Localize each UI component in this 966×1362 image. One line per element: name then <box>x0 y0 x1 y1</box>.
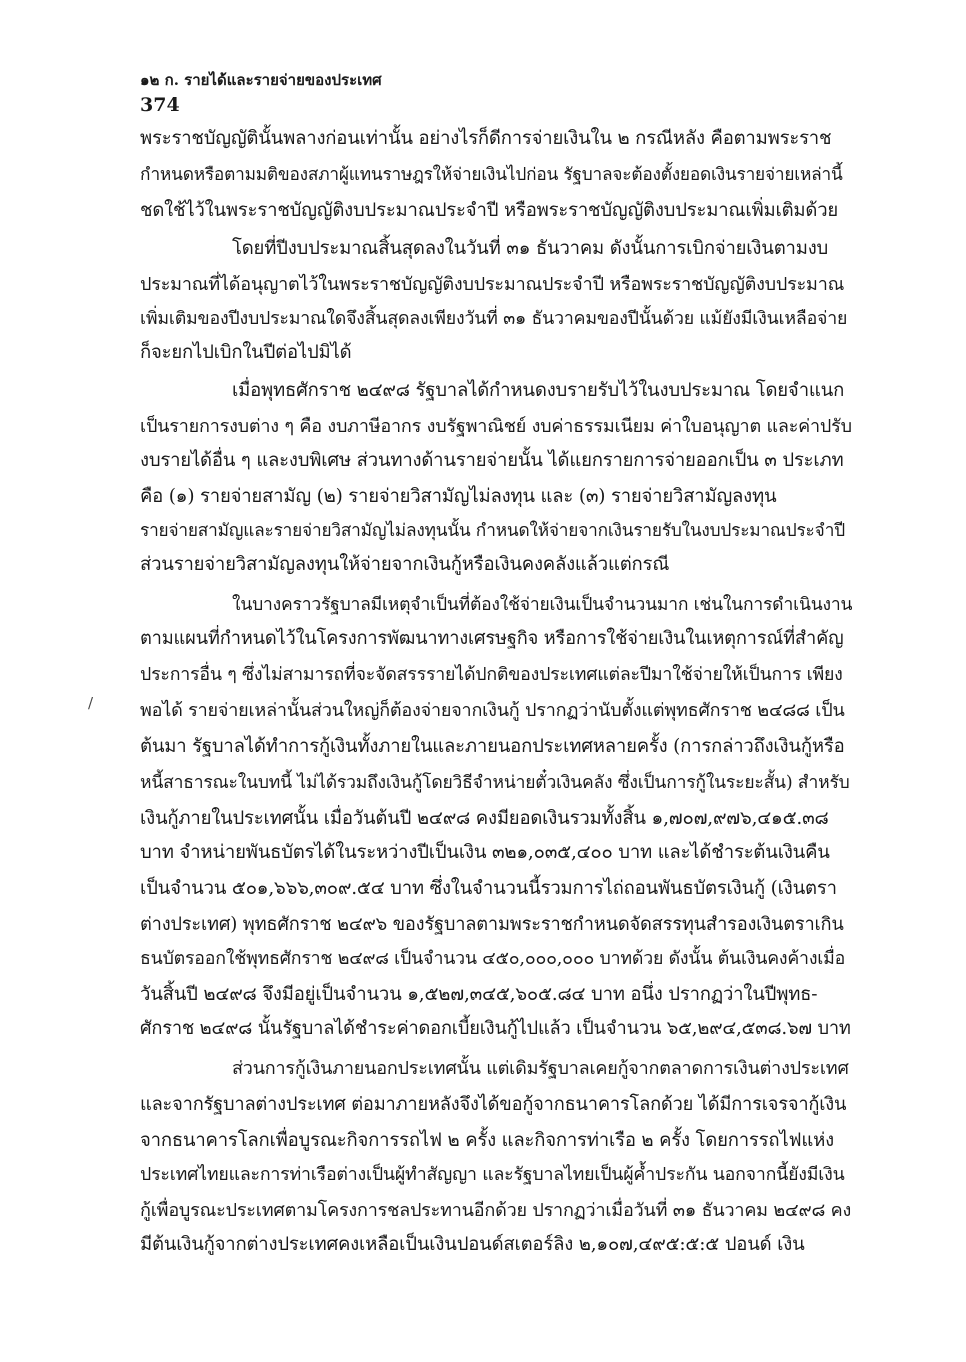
text-line: ก็จะยกไปเบิกในปีต่อไปมิได้ <box>140 342 352 363</box>
text-line: ประมาณที่ได้อนุญาตไว้ในพระราชบัญญัติงบประมาณประจำปี หรือพระราชบัญญัติงบประมาณ <box>140 274 845 295</box>
text-line: ตามแผนที่กำหนดไว้ในโครงการพัฒนาทางเศรษฐกิจ หรือการใช้จ่ายเงินในเหตุการณ์ที่สำคัญ <box>140 628 844 649</box>
page-number: 374 <box>140 94 180 116</box>
text-line: บาท จำหน่ายพันธบัตรได้ในระหว่างปีเป็นเงิน ๓๒๑,๐๓๕,๔๐๐ บาท และได้ชำระต้นเงินคืน <box>140 842 830 863</box>
text-line: งบรายได้อื่น ๆ และงบพิเศษ ส่วนทางด้านรายจ่ายนั้น ได้แยกรายการจ่ายออกเป็น ๓ ประเภท <box>140 450 844 471</box>
paragraph-first-line: ในบางคราวรัฐบาลมีเหตุจำเป็นที่ต้องใช้จ่ายเงินเป็นจำนวนมาก เช่นในการดำเนินงาน <box>232 595 853 615</box>
running-head: ๑๒ ก. รายได้และรายจ่ายของประเทศ <box>140 71 382 89</box>
text-line: ธนบัตรออกใช้พุทธศักราช ๒๔๙๘ เป็นจำนวน ๔๕๐,๐๐๐,๐๐๐ บาทด้วย ดังนั้น ต้นเงินคงค้างเมื่อ <box>140 949 846 969</box>
text-line: ชดใช้ไว้ในพระราชบัญญัติงบประมาณประจำปี หรือพระราชบัญญัติงบประมาณเพิ่มเติมด้วย <box>140 200 839 221</box>
text-line: ประเทศไทยและการท่าเรือต่างเป็นผู้ทำสัญญา และรัฐบาลไทยเป็นผู้ค้ำประกัน นอกจากนี้ยังมีเงิน <box>140 1165 845 1185</box>
text-line: พอได้ รายจ่ายเหล่านั้นส่วนใหญ่ก็ต้องจ่ายจากเงินกู้ ปรากฏว่านับตั้งแต่พุทธศักราช ๒๔๘๘ เป็น <box>140 700 845 721</box>
text-line: ต้นมา รัฐบาลได้ทำการกู้เงินทั้งภายในและภายนอกประเทศหลายครั้ง (การกล่าวถึงเงินกู้หรือ <box>140 736 845 757</box>
text-line: มีต้นเงินกู้จากต่างประเทศคงเหลือเป็นเงินปอนด์สเตอร์ลิง ๒,๑๐๗,๔๙๕:๕:๕ ปอนด์ เงิน <box>140 1234 805 1255</box>
text-line: ส่วนรายจ่ายวิสามัญลงทุนให้จ่ายจากเงินกู้หรือเงินคงคลังแล้วแต่กรณี <box>140 554 670 575</box>
text-line: วันสิ้นปี ๒๔๙๘ จึงมีอยู่เป็นจำนวน ๑,๕๒๗,๓๔๕,๖๐๕.๘๔ บาท อนึ่ง ปรากฏว่าในปีพุทธ- <box>140 984 818 1005</box>
text-line: กู้เพื่อบูรณะประเทศตามโครงการชลประทานอีกด้วย ปรากฏว่าเมื่อวันที่ ๓๑ ธันวาคม ๒๔๙๘ คง <box>140 1200 852 1221</box>
margin-mark: / <box>88 694 94 712</box>
paragraph-first-line: ส่วนการกู้เงินภายนอกประเทศนั้น แต่เดิมรัฐบาลเคยกู้จากตลาดการเงินต่างประเทศ <box>232 1058 849 1079</box>
text-line: ศักราช ๒๔๙๘ นั้นรัฐบาลได้ชำระค่าดอกเบี้ยเงินกู้ไปแล้ว เป็นจำนวน ๖๕,๒๙๔,๕๓๘.๖๗ บาท <box>140 1018 851 1039</box>
text-line: เพิ่มเติมของปีงบประมาณใดจึงสิ้นสุดลงเพียงวันที่ ๓๑ ธันวาคมของปีนั้นด้วย แม้ยังมีเงินเหลือจ่าย <box>140 309 848 329</box>
text-line: เป็นรายการงบต่าง ๆ คือ งบภาษีอากร งบรัฐพาณิชย์ งบค่าธรรมเนียม ค่าใบอนุญาต และค่าปรับ <box>140 416 852 437</box>
paragraph-first-line: เมื่อพุทธศักราช ๒๔๙๘ รัฐบาลได้กำหนดงบรายรับไว้ในงบประมาณ โดยจำแนก <box>232 380 845 401</box>
text-line: เงินกู้ภายในประเทศนั้น เมื่อวันต้นปี ๒๔๙๘ คงมียอดเงินรวมทั้งสิ้น ๑,๗๐๗,๙๗๖,๔๑๕.๓๘ <box>140 808 829 829</box>
text-line: และจากรัฐบาลต่างประเทศ ต่อมาภายหลังจึงได้ขอกู้จากธนาคารโลกด้วย ได้มีการเจรจากู้เงิน <box>140 1094 847 1115</box>
text-line: เป็นจำนวน ๕๐๑,๖๖๖,๓๐๙.๕๔ บาท ซึ่งในจำนวนนี้รวมการไถ่ถอนพันธบัตรเงินกู้ (เงินตรา <box>140 878 837 899</box>
text-line: พระราชบัญญัตินั้นพลางก่อนเท่านั้น อย่างไรก็ดีการจ่ายเงินใน ๒ กรณีหลัง คือตามพระราช <box>140 128 832 149</box>
text-line: หนี้สาธารณะในบทนี้ ไม่ได้รวมถึงเงินกู้โดยวิธีจำหน่ายตั๋วเงินคลัง ซึ่งเป็นการกู้ในระยะสั้น) สำหรับ <box>140 773 850 793</box>
paragraph-first-line: โดยที่ปีงบประมาณสิ้นสุดลงในวันที่ ๓๑ ธันวาคม ดังนั้นการเบิกจ่ายเงินตามงบ <box>232 238 829 259</box>
text-line: จากธนาคารโลกเพื่อบูรณะกิจการรถไฟ ๒ ครั้ง และกิจการท่าเรือ ๒ ครั้ง โดยการรถไฟแห่ง <box>140 1130 834 1151</box>
text-line: คือ (๑) รายจ่ายสามัญ (๒) รายจ่ายวิสามัญไม่ลงทุน และ (๓) รายจ่ายวิสามัญลงทุน <box>140 486 777 507</box>
text-line: กำหนดหรือตามมติของสภาผู้แทนราษฎรให้จ่ายเงินไปก่อน รัฐบาลจะต้องตั้งยอดเงินรายจ่ายเหล่านี้ <box>140 165 843 185</box>
text-line: ต่างประเทศ) พุทธศักราช ๒๔๙๖ ของรัฐบาลตามพระราชกำหนดจัดสรรทุนสำรองเงินตราเกิน <box>140 914 844 935</box>
text-line: ประการอื่น ๆ ซึ่งไม่สามารถที่จะจัดสรรรายได้ปกติของประเทศแต่ละปีมาใช้จ่ายให้เป็นการ เพียง <box>140 665 843 685</box>
text-line: รายจ่ายสามัญและรายจ่ายวิสามัญไม่ลงทุนนั้น กำหนดให้จ่ายจากเงินรายรับในงบประมาณประจำปี <box>140 521 845 541</box>
